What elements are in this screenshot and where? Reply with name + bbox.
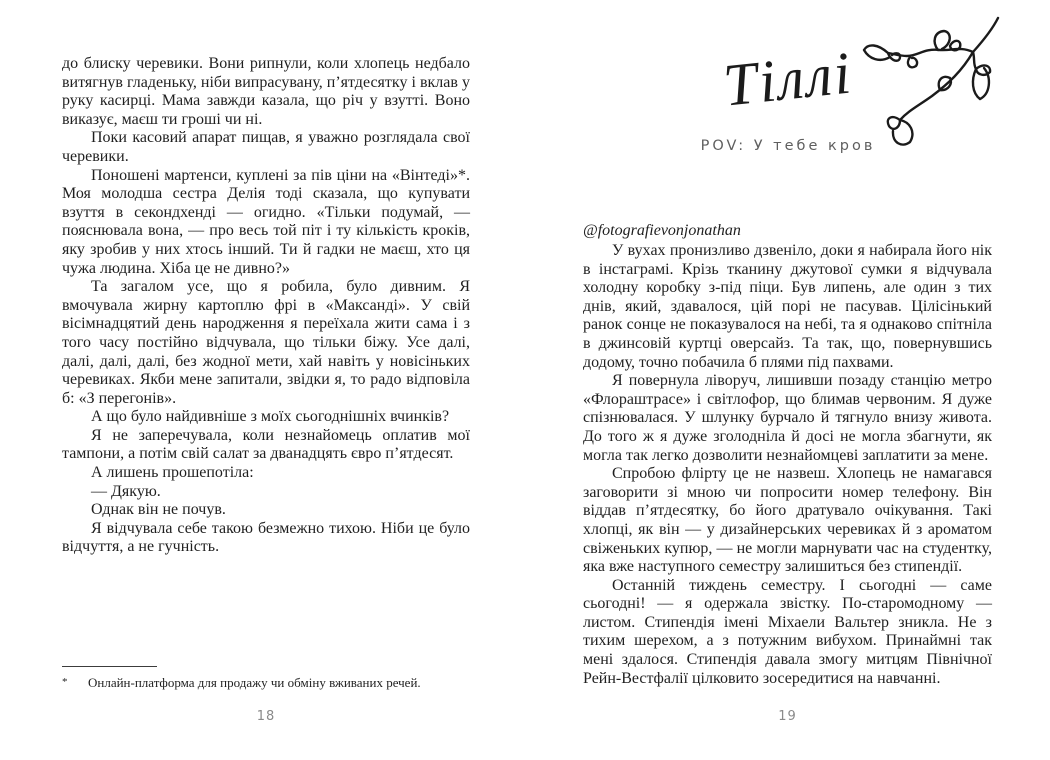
body-paragraph: Я відчувала себе такою безмежно тихою. Ніби це було відчуття, а не гучність. — [62, 519, 470, 556]
body-paragraph: Однак він не почув. — [91, 501, 226, 519]
right-page-text — [583, 221, 992, 688]
chapter-title: Тіллі — [720, 39, 856, 119]
footnote — [62, 666, 470, 691]
body-paragraph: до блиску черевики. Вони рипнули, коли хлопець недбало витягнув гладеньку, ніби випрасувану, п’ятдесятку і вклав у руку касирці. Мама завжди казала, що річ у взутті. Воно виказує, маєш ти гроші чи ні. — [62, 55, 470, 128]
right-page — [525, 0, 1050, 760]
body-paragraph: А лишень прошепотіла: — [91, 464, 254, 482]
body-paragraph: Останній тиждень семестру. І сьогодні — саме сьогодні! — я одержала звістку. По-старомодному — листом. Стипендія імені Міхаели Вальтер зникла. Не з тихим шерехом, а з потужним вибухом. Принаймні так мені здалося. Стипендія давала змогу митцям Північної Рейн-Вестфалії цілковито зосередитися на навчанні. — [583, 576, 992, 687]
chapter-subtitle: POV: У тебе кров — [700, 138, 876, 154]
footnote-text: Онлайн-платформа для продажу чи обміну вживаних речей. — [88, 675, 421, 690]
left-page-text — [62, 55, 470, 557]
body-paragraph: Та загалом усе, що я робила, було дивним. Я вмочувала жирну картоплю фрі в «Максанді». У свій вісімнадцятий день народження я переїхала жити сама і з того часу постійно відчувала, що тільки біжу. Усе далі, далі, далі, далі, без жодної мети, хай навіть у новісіньких черевиках. Якби мене запитали, звідки я, то радо відповіла б: «З перегонів». — [62, 278, 470, 407]
body-paragraph: А що було найдивніше з моїх сьогоднішніх вчинків? — [91, 408, 450, 426]
body-paragraph: Я не заперечувала, коли незнайомець оплатив мої тампони, а потім свій салат за дванадцять євро п’ятдесят. — [62, 426, 470, 463]
body-paragraph: Я повернула ліворуч, лишивши позаду станцію метро «Флораштрасе» і світлофор, що блимав червоним. Я дуже спізнювалася. У шлунку бурчало й тягнуло внизу живота. До того ж я дуже зголодніла й досі не могла збагнути, як могла так легко дозволити незнайомцеві заплатити за мене. — [583, 372, 992, 464]
page-number-right: 19 — [778, 709, 797, 724]
instagram-handle: @fotografievonjonathan — [583, 222, 741, 239]
right-page-paragraphs — [583, 242, 992, 688]
footnote-rule — [62, 666, 157, 667]
body-paragraph: Поношені мартенси, куплені за пів ціни на «Вінтеді»*. Моя молодша сестра Делія тоді сказала, що купувати взуття в секондхенді — огидно. «Тільки подумай, — пояснювала вона, — про весь той піт і ту кількість кроків, яку зробив у них хтось інший. Ти й гадки не маєш, хто ця чужа людина. Хіба це не дивно?» — [62, 166, 470, 277]
body-paragraph: — Дякую. — [91, 482, 161, 500]
footnote-marker: * — [62, 676, 68, 688]
body-paragraph: Поки касовий апарат пищав, я уважно розглядала свої черевики. — [62, 129, 470, 165]
body-paragraph: Спробою флірту це не назвеш. Хлопець не намагався заговорити зі мною чи попросити номер телефону. Він віддав п’ятдесятку, бо його дратувало очікування. Такі хлопці, як він — у дизайнерських черевиках й з ароматом свіженьких купюр, — не могли марнувати час на студентку, яка вже наступного семестру залишиться без стипендії. — [583, 465, 992, 576]
page-number-left: 18 — [256, 709, 276, 724]
body-paragraph: У вухах пронизливо дзвеніло, доки я набирала його нік в інстаграмі. Крізь тканину джутової сумки я відчувала холодну коробку з-під піци. Був липень, але один з тих днів, який, здавалося, цій порі не пасував. Цілісінький ранок сонце не показувалося на небі, та я однаково спітніла в джинсовій куртці оверсайз. Та так, що, повернувшись додому, точно побачила б плями під пахвами. — [583, 242, 992, 371]
chapter-header — [583, 40, 993, 154]
